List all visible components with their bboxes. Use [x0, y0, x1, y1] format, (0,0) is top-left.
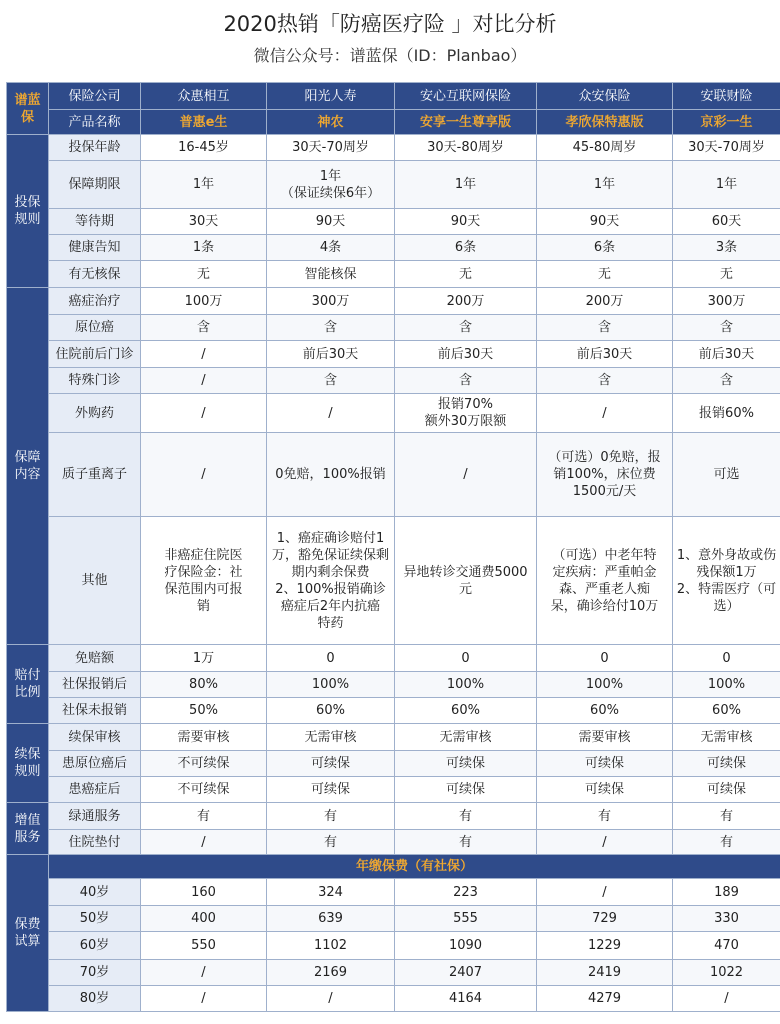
premium-value: 223	[395, 879, 537, 906]
table-cell: 含	[267, 368, 395, 394]
table-row	[7, 368, 780, 394]
brand-cell: 谱蓝保	[7, 83, 49, 135]
comparison-table	[6, 82, 780, 1012]
table-cell: /	[141, 341, 267, 368]
table-cell: 6条	[395, 235, 537, 261]
row-label: 质子重离子	[49, 433, 141, 517]
page-title: 2020热销「防癌医疗险 」对比分析	[223, 12, 557, 36]
table-cell: 有	[673, 830, 780, 855]
table-cell: /	[141, 830, 267, 855]
row-label: 免赔额	[49, 645, 141, 672]
table-cell: 30天-80周岁	[395, 135, 537, 161]
table-cell: 1年	[395, 161, 537, 209]
table-cell: 智能核保	[267, 261, 395, 288]
table-row	[7, 698, 780, 724]
premium-value: 400	[141, 906, 267, 932]
row-label: 癌症治疗	[49, 288, 141, 315]
table-cell: /	[537, 394, 673, 433]
table-cell: （可选）0免赔，报 销100%，床位费 1500元/天	[537, 433, 673, 517]
table-cell: 可续保	[267, 777, 395, 803]
table-row	[7, 672, 780, 698]
premium-value: 330	[673, 906, 780, 932]
table-cell: 需要审核	[141, 724, 267, 751]
table-cell: 0	[537, 645, 673, 672]
table-cell: 有	[267, 830, 395, 855]
table-cell: 非癌症住院医 疗保险金：社 保范围内可报 销	[141, 517, 267, 645]
table-cell: 可续保	[395, 777, 537, 803]
table-cell: 可续保	[673, 777, 780, 803]
table-cell: 可续保	[537, 777, 673, 803]
table-cell: 可选	[673, 433, 780, 517]
table-cell: 200万	[395, 288, 537, 315]
company-row	[7, 83, 780, 110]
page-header	[0, 0, 780, 80]
premium-value: 2419	[537, 960, 673, 986]
table-cell: 有	[141, 803, 267, 830]
premium-value: 1229	[537, 932, 673, 960]
premium-value: 189	[673, 879, 780, 906]
table-cell: 6条	[537, 235, 673, 261]
table-cell: 30天-70周岁	[267, 135, 395, 161]
table-cell: 300万	[267, 288, 395, 315]
table-cell: 100%	[537, 672, 673, 698]
product-row	[7, 110, 780, 135]
table-cell: /	[141, 394, 267, 433]
table-row	[7, 433, 780, 517]
section-title: 续保规则	[7, 724, 49, 803]
table-cell: 前后30天	[267, 341, 395, 368]
premium-value: 4279	[537, 986, 673, 1012]
table-cell: 可续保	[673, 751, 780, 777]
table-cell: 60%	[673, 698, 780, 724]
table-cell: 16-45岁	[141, 135, 267, 161]
table-cell: 1、癌症确诊赔付1 万，豁免保证续保剩 期内剩余保费 2、100%报销确诊 癌症后2年内抗癌 特药	[267, 517, 395, 645]
table-cell: 45-80周岁	[537, 135, 673, 161]
table-cell: 含	[673, 368, 780, 394]
table-cell: 1年 （保证续保6年）	[267, 161, 395, 209]
product-name: 神农	[267, 110, 395, 135]
table-cell: /	[141, 433, 267, 517]
premium-row	[7, 906, 780, 932]
table-cell: 含	[395, 368, 537, 394]
company-name: 众惠相互	[141, 83, 267, 110]
table-cell: /	[141, 368, 267, 394]
table-cell: 含	[673, 315, 780, 341]
premium-value: 2169	[267, 960, 395, 986]
table-cell: /	[267, 394, 395, 433]
table-row	[7, 288, 780, 315]
table-cell: 有	[673, 803, 780, 830]
premium-value: 470	[673, 932, 780, 960]
table-cell: （可选）中老年特 定疾病：严重帕金 森、严重老人痴 呆，确诊给付10万	[537, 517, 673, 645]
premium-banner-row	[7, 855, 780, 879]
table-row	[7, 517, 780, 645]
section-title: 保障内容	[7, 288, 49, 645]
section-title: 保费试算	[7, 855, 49, 1012]
row-label: 保障期限	[49, 161, 141, 209]
row-label: 患原位癌后	[49, 751, 141, 777]
table-cell: 可续保	[395, 751, 537, 777]
age-label: 80岁	[49, 986, 141, 1012]
age-label: 70岁	[49, 960, 141, 986]
table-cell: 有	[267, 803, 395, 830]
premium-value: 550	[141, 932, 267, 960]
table-cell: 无	[673, 261, 780, 288]
premium-value: /	[141, 960, 267, 986]
table-cell: 3条	[673, 235, 780, 261]
table-row	[7, 135, 780, 161]
premium-value: /	[537, 879, 673, 906]
table-cell: 不可续保	[141, 777, 267, 803]
row-label: 绿通服务	[49, 803, 141, 830]
table-cell: 异地转诊交通费5000 元	[395, 517, 537, 645]
row-label: 住院前后门诊	[49, 341, 141, 368]
company-name: 阳光人寿	[267, 83, 395, 110]
table-cell: 含	[537, 368, 673, 394]
table-row	[7, 751, 780, 777]
table-cell: 60%	[267, 698, 395, 724]
table-cell: 含	[537, 315, 673, 341]
premium-row	[7, 879, 780, 906]
row-label: 社保未报销	[49, 698, 141, 724]
table-cell: 有	[395, 830, 537, 855]
table-cell: 30天	[141, 209, 267, 235]
table-row	[7, 830, 780, 855]
premium-value: 4164	[395, 986, 537, 1012]
table-row	[7, 261, 780, 288]
table-cell: 80%	[141, 672, 267, 698]
row-label: 特殊门诊	[49, 368, 141, 394]
table-cell: 可续保	[267, 751, 395, 777]
table-row	[7, 803, 780, 830]
table-cell: 60天	[673, 209, 780, 235]
table-cell: /	[395, 433, 537, 517]
table-cell: 100%	[267, 672, 395, 698]
table-cell: 0	[395, 645, 537, 672]
premium-value: 1090	[395, 932, 537, 960]
age-label: 60岁	[49, 932, 141, 960]
table-cell: 含	[395, 315, 537, 341]
premium-value: 555	[395, 906, 537, 932]
premium-value: /	[673, 986, 780, 1012]
table-row	[7, 777, 780, 803]
table-cell: 1年	[537, 161, 673, 209]
row-label: 住院垫付	[49, 830, 141, 855]
table-cell: 报销60%	[673, 394, 780, 433]
product-name: 普惠e生	[141, 110, 267, 135]
table-row	[7, 341, 780, 368]
table-cell: 4条	[267, 235, 395, 261]
premium-value: 324	[267, 879, 395, 906]
premium-value: 2407	[395, 960, 537, 986]
premium-value: 1022	[673, 960, 780, 986]
table-cell: 无	[537, 261, 673, 288]
premium-value: 1102	[267, 932, 395, 960]
page-subtitle: 微信公众号：谱蓝保（ID：Planbao）	[253, 46, 527, 65]
company-name: 安联财险	[673, 83, 780, 110]
section-title: 增值服务	[7, 803, 49, 855]
premium-banner: 年缴保费（有社保）	[49, 855, 780, 879]
table-cell: 1、意外身故或伤 残保额1万 2、特需医疗（可 选）	[673, 517, 780, 645]
premium-value: 729	[537, 906, 673, 932]
table-cell: 含	[267, 315, 395, 341]
table-cell: 1年	[141, 161, 267, 209]
table-cell: 前后30天	[673, 341, 780, 368]
row-label: 有无核保	[49, 261, 141, 288]
row-label: 外购药	[49, 394, 141, 433]
table-cell: 50%	[141, 698, 267, 724]
table-cell: 无	[395, 261, 537, 288]
table-cell: 1年	[673, 161, 780, 209]
row-label: 续保审核	[49, 724, 141, 751]
product-name: 安享一生尊享版	[395, 110, 537, 135]
table-cell: 前后30天	[537, 341, 673, 368]
table-cell: 0	[673, 645, 780, 672]
table-cell: 0	[267, 645, 395, 672]
premium-value: 160	[141, 879, 267, 906]
table-cell: 1万	[141, 645, 267, 672]
table-cell: 60%	[395, 698, 537, 724]
premium-value: 639	[267, 906, 395, 932]
table-cell: 100万	[141, 288, 267, 315]
product-label: 产品名称	[49, 110, 141, 135]
table-cell: 0免赔，100%报销	[267, 433, 395, 517]
row-label: 投保年龄	[49, 135, 141, 161]
table-cell: 报销70% 额外30万限额	[395, 394, 537, 433]
table-row	[7, 394, 780, 433]
table-cell: 90天	[267, 209, 395, 235]
table-cell: /	[537, 830, 673, 855]
premium-value: /	[141, 986, 267, 1012]
table-row	[7, 724, 780, 751]
table-cell: 300万	[673, 288, 780, 315]
table-cell: 90天	[395, 209, 537, 235]
table-row	[7, 209, 780, 235]
table-cell: 可续保	[537, 751, 673, 777]
table-cell: 60%	[537, 698, 673, 724]
row-label: 其他	[49, 517, 141, 645]
row-label: 社保报销后	[49, 672, 141, 698]
row-label: 健康告知	[49, 235, 141, 261]
table-cell: 无需审核	[673, 724, 780, 751]
table-row	[7, 315, 780, 341]
company-name: 安心互联网保险	[395, 83, 537, 110]
row-label: 原位癌	[49, 315, 141, 341]
premium-value: /	[267, 986, 395, 1012]
table-cell: 无	[141, 261, 267, 288]
row-label: 患癌症后	[49, 777, 141, 803]
table-row	[7, 161, 780, 209]
table-cell: 需要审核	[537, 724, 673, 751]
table-cell: 无需审核	[267, 724, 395, 751]
table-cell: 100%	[673, 672, 780, 698]
table-row	[7, 645, 780, 672]
table-cell: 30天-70周岁	[673, 135, 780, 161]
table-cell: 200万	[537, 288, 673, 315]
premium-row	[7, 932, 780, 960]
product-name: 京彩一生	[673, 110, 780, 135]
table-cell: 1条	[141, 235, 267, 261]
premium-row	[7, 986, 780, 1012]
table-cell: 90天	[537, 209, 673, 235]
table-cell: 不可续保	[141, 751, 267, 777]
table-cell: 前后30天	[395, 341, 537, 368]
table-cell: 有	[537, 803, 673, 830]
company-name: 众安保险	[537, 83, 673, 110]
table-cell: 含	[141, 315, 267, 341]
section-title: 赔付比例	[7, 645, 49, 724]
age-label: 40岁	[49, 879, 141, 906]
age-label: 50岁	[49, 906, 141, 932]
table-cell: 100%	[395, 672, 537, 698]
premium-row	[7, 960, 780, 986]
section-title: 投保规则	[7, 135, 49, 288]
table-cell: 有	[395, 803, 537, 830]
table-row	[7, 235, 780, 261]
product-name: 孝欣保特惠版	[537, 110, 673, 135]
table-cell: 无需审核	[395, 724, 537, 751]
row-label: 等待期	[49, 209, 141, 235]
company-label: 保险公司	[49, 83, 141, 110]
